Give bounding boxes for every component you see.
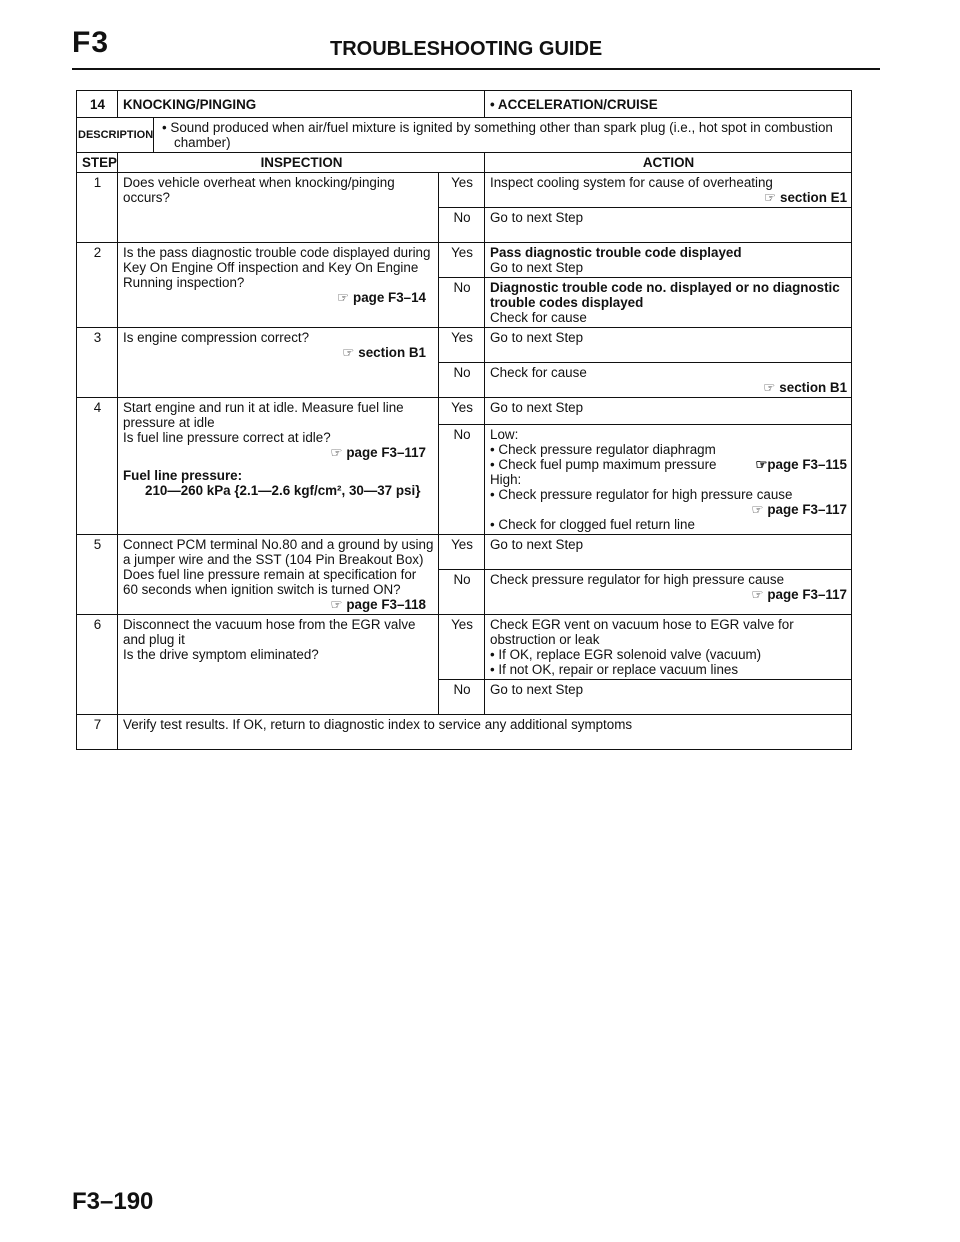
step-4-yes-row: [77, 398, 852, 425]
step-number: 4: [77, 398, 118, 535]
action-text: Pass diagnostic trouble code displayed: [490, 245, 742, 260]
pointing-hand-icon: ☞: [751, 502, 764, 517]
step-inspection: [118, 615, 439, 715]
step-action: [485, 570, 852, 615]
step-3-yes-row: [77, 328, 852, 363]
step-number: 5: [77, 535, 118, 615]
reference: [490, 190, 847, 205]
reference: [123, 345, 434, 360]
reference-text: section E1: [780, 190, 848, 205]
reference-text: page F3–117: [767, 587, 848, 602]
reference: [123, 597, 434, 612]
no-label: No: [439, 680, 485, 715]
reference: [490, 502, 847, 517]
pointing-hand-icon: ☞: [764, 190, 777, 205]
pointing-hand-icon: ☞: [330, 597, 343, 612]
step-action: [485, 243, 852, 278]
step-action: [485, 615, 852, 680]
action-bullet: • Check for clogged fuel return line: [490, 517, 695, 532]
header-rule: [72, 68, 880, 70]
no-label: No: [439, 208, 485, 243]
yes-label: Yes: [439, 243, 485, 278]
symptom-title: KNOCKING/PINGING: [118, 91, 485, 118]
reference-text: section B1: [358, 345, 426, 360]
step-action: [485, 173, 852, 208]
yes-label: Yes: [439, 398, 485, 425]
inspection-text: Connect PCM terminal No.80 and a ground by using a jumper wire and the SST (104 Pin Breakout Box) Does fuel line pressure remain at specification for 60 seconds when ignition switch is turned ON?: [123, 537, 434, 597]
pointing-hand-icon: ☞: [763, 380, 776, 395]
action-text: Diagnostic trouble code no. displayed or no diagnostic trouble codes displayed: [490, 280, 840, 310]
inspection-text: Disconnect the vacuum hose from the EGR valve and plug it: [123, 617, 416, 647]
step-7-row: [77, 715, 852, 750]
column-header-row: [77, 153, 852, 173]
reference: [123, 290, 434, 305]
symptom-number: 14: [77, 91, 118, 118]
action-bullet: • If not OK, repair or replace vacuum lines: [490, 662, 739, 677]
step-action: [485, 425, 852, 535]
reference-text: page F3–117: [346, 445, 426, 460]
action-text: Low:: [490, 427, 519, 442]
action-text: Check for cause: [490, 310, 587, 325]
action-bullet-with-ref: [490, 457, 847, 472]
yes-label: Yes: [439, 328, 485, 363]
no-label: No: [439, 363, 485, 398]
pointing-hand-icon: ☞: [751, 587, 764, 602]
step-action: Go to next Step: [485, 328, 852, 363]
yes-label: Yes: [439, 615, 485, 680]
no-label: No: [439, 570, 485, 615]
step-number: 1: [77, 173, 118, 243]
reference-text: section B1: [779, 380, 848, 395]
step-action: Go to next Step: [485, 535, 852, 570]
symptom-condition: • ACCELERATION/CRUISE: [485, 91, 852, 118]
step-2-yes-row: [77, 243, 852, 278]
no-label: No: [439, 425, 485, 535]
inspection-text: Start engine and run it at idle. Measure fuel line pressure at idle: [123, 400, 404, 430]
step-inspection: [118, 398, 439, 535]
inspection-text: Is engine compression correct?: [123, 330, 310, 345]
action-text: High:: [490, 472, 522, 487]
inspection-text: Is the drive symptom eliminated?: [123, 647, 319, 662]
action-bullet: • If OK, replace EGR solenoid valve (vacuum): [490, 647, 762, 662]
action-text: Check for cause: [490, 365, 587, 380]
step-number: 6: [77, 615, 118, 715]
page-title: TROUBLESHOOTING GUIDE: [330, 38, 603, 60]
pointing-hand-icon: ☞: [755, 457, 768, 472]
yes-label: Yes: [439, 535, 485, 570]
reference-text: page F3–115: [767, 457, 848, 472]
step-number: 2: [77, 243, 118, 328]
reference: [123, 445, 434, 460]
reference: [490, 587, 847, 602]
yes-label: Yes: [439, 173, 485, 208]
symptom-row: [77, 91, 852, 118]
step-6-yes-row: [77, 615, 852, 680]
description-label: DESCRIPTION: [77, 118, 154, 153]
col-action-header: ACTION: [485, 153, 852, 173]
inspection-text: Is fuel line pressure correct at idle?: [123, 430, 331, 445]
description-text: • Sound produced when air/fuel mixture is ignited by something other than spark plug (i.e., hot spot in combustion chamber): [154, 118, 852, 153]
pointing-hand-icon: ☞: [337, 290, 350, 305]
reference: [755, 457, 847, 472]
reference-text: page F3–118: [346, 597, 426, 612]
step-inspection: Does vehicle overheat when knocking/pinging occurs?: [118, 173, 439, 243]
step-action: [485, 278, 852, 328]
action-text: Go to next Step: [490, 260, 584, 275]
step-number: 7: [77, 715, 118, 750]
step-5-yes-row: [77, 535, 852, 570]
reference: [490, 380, 847, 395]
action-bullet: • Check pressure regulator for high pressure cause: [490, 487, 793, 502]
step-action: Go to next Step: [485, 680, 852, 715]
section-code: F3: [72, 26, 110, 59]
reference-text: page F3–117: [767, 502, 848, 517]
step-action: Go to next Step: [485, 398, 852, 425]
action-bullet: • Check pressure regulator diaphragm: [490, 442, 716, 457]
troubleshooting-table: [76, 90, 852, 750]
step-1-yes-row: [77, 173, 852, 208]
page-number: F3–190: [72, 1188, 154, 1215]
step-action: Go to next Step: [485, 208, 852, 243]
spec-label: Fuel line pressure:: [123, 468, 243, 483]
step-inspection: Verify test results. If OK, return to diagnostic index to service any additional symptoms: [118, 715, 852, 750]
col-inspection-header: INSPECTION: [118, 153, 485, 173]
step-inspection: [118, 328, 439, 398]
step-inspection: [118, 535, 439, 615]
action-text: Inspect cooling system for cause of overheating: [490, 175, 773, 190]
description-row: [77, 118, 852, 153]
step-action: [485, 363, 852, 398]
col-step-header: STEP: [77, 153, 118, 173]
action-text: • Check fuel pump maximum pressure: [490, 457, 717, 472]
spec-value: 210—260 kPa {2.1—2.6 kgf/cm², 30—37 psi}: [145, 483, 421, 498]
reference-text: page F3–14: [353, 290, 426, 305]
pointing-hand-icon: ☞: [330, 445, 343, 460]
step-number: 3: [77, 328, 118, 398]
pointing-hand-icon: ☞: [342, 345, 355, 360]
action-text: Check EGR vent on vacuum hose to EGR valve for obstruction or leak: [490, 617, 794, 647]
action-text: Check pressure regulator for high pressure cause: [490, 572, 785, 587]
inspection-text: Is the pass diagnostic trouble code displayed during Key On Engine Off inspection and Key On Engine Running inspection?: [123, 245, 431, 290]
step-inspection: [118, 243, 439, 328]
no-label: No: [439, 278, 485, 328]
